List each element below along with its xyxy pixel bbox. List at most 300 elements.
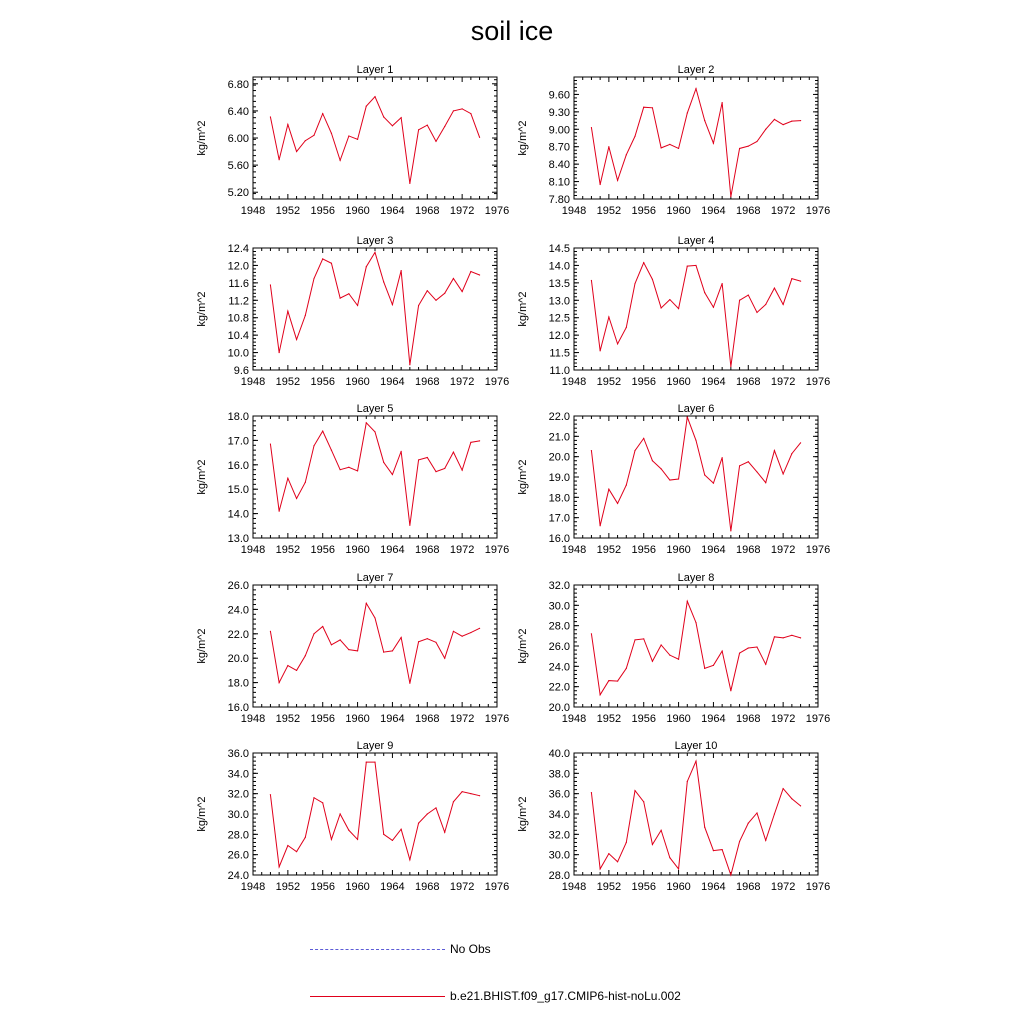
plot-area	[196, 740, 509, 893]
series-line	[270, 252, 479, 364]
data-point	[765, 664, 766, 665]
data-point	[608, 146, 609, 147]
data-point	[392, 840, 393, 841]
panel-title: Layer 6	[677, 403, 715, 415]
data-point	[617, 180, 618, 181]
data-point	[383, 281, 384, 282]
data-point	[418, 129, 419, 130]
y-tick-label: 22.0	[548, 681, 570, 694]
y-axis-label: kg/m^2	[517, 291, 529, 327]
data-point	[401, 637, 402, 638]
x-tick-label: 1972	[770, 713, 796, 725]
data-point	[617, 680, 618, 681]
x-tick-label: 1972	[449, 544, 475, 556]
chart-panel-layer-1	[183, 59, 537, 221]
data-point	[366, 266, 367, 267]
data-point	[591, 792, 592, 793]
legend-label: b.e21.BHIST.f09_g17.CMIP6-hist-noLu.002	[450, 989, 681, 1003]
x-tick-label: 1948	[561, 881, 587, 893]
data-point	[591, 450, 592, 451]
data-point	[634, 790, 635, 791]
data-point	[287, 124, 288, 125]
data-point	[444, 293, 445, 294]
x-tick-label: 1964	[380, 376, 405, 388]
data-point	[678, 659, 679, 660]
x-tick-label: 1968	[415, 205, 440, 217]
plot-frame	[253, 77, 497, 199]
data-point	[687, 781, 688, 782]
y-tick-label: 32.0	[227, 788, 249, 801]
data-point	[695, 622, 696, 623]
chart-panel-layer-2	[504, 59, 858, 221]
data-point	[401, 829, 402, 830]
data-point	[331, 839, 332, 840]
data-point	[270, 284, 271, 285]
x-tick-label: 1960	[345, 881, 370, 893]
data-point	[340, 469, 341, 470]
data-point	[626, 842, 627, 843]
data-point	[687, 266, 688, 267]
data-point	[643, 801, 644, 802]
y-tick-label: 10.4	[227, 330, 249, 343]
data-point	[652, 460, 653, 461]
data-point	[427, 813, 428, 814]
x-tick-label: 1960	[345, 713, 370, 725]
data-point	[479, 795, 480, 796]
data-point	[652, 661, 653, 662]
y-tick-label: 22.0	[548, 411, 570, 423]
data-point	[357, 139, 358, 140]
y-tick-label: 16.0	[548, 533, 570, 545]
data-point	[608, 489, 609, 490]
x-tick-label: 1948	[240, 205, 266, 217]
data-point	[374, 762, 375, 763]
data-point	[756, 646, 757, 647]
data-point	[427, 457, 428, 458]
data-point	[305, 315, 306, 316]
x-tick-label: 1972	[770, 544, 796, 556]
chart-panel-layer-3	[183, 230, 537, 392]
y-tick-label: 10.8	[227, 312, 249, 325]
y-tick-label: 9.6	[233, 365, 249, 377]
data-point	[669, 144, 670, 145]
data-point	[462, 108, 463, 109]
x-tick-label: 1948	[561, 205, 587, 217]
data-point	[704, 292, 705, 293]
data-point	[661, 307, 662, 308]
data-point	[331, 133, 332, 134]
panel-title: Layer 10	[674, 740, 718, 752]
data-point	[661, 644, 662, 645]
legend-swatch-dashed	[310, 949, 445, 950]
chart-panel-layer-7	[183, 567, 537, 729]
x-tick-label: 1956	[310, 205, 335, 217]
plot-frame	[253, 753, 497, 875]
y-tick-label: 20.0	[548, 451, 570, 464]
panel-title: Layer 2	[677, 64, 715, 76]
y-tick-label: 40.0	[548, 748, 570, 760]
y-tick-label: 13.0	[227, 533, 249, 545]
data-point	[756, 141, 757, 142]
data-point	[730, 196, 731, 197]
series-line	[591, 761, 800, 875]
y-tick-label: 18.0	[227, 411, 249, 423]
x-tick-label: 1968	[415, 713, 440, 725]
x-tick-label: 1968	[415, 376, 440, 388]
data-point	[296, 339, 297, 340]
plot-area	[196, 64, 509, 217]
x-tick-label: 1956	[310, 881, 335, 893]
series-line	[591, 263, 800, 367]
y-tick-label: 12.0	[227, 260, 249, 273]
x-tick-label: 1956	[631, 881, 656, 893]
data-point	[678, 148, 679, 149]
y-tick-label: 8.10	[548, 176, 570, 189]
data-point	[322, 802, 323, 803]
y-tick-label: 6.40	[227, 105, 249, 118]
y-tick-label: 20.0	[548, 702, 570, 714]
x-tick-label: 1976	[484, 881, 510, 893]
x-tick-label: 1952	[596, 881, 622, 893]
data-point	[374, 96, 375, 97]
data-point	[608, 316, 609, 317]
x-tick-label: 1964	[701, 544, 726, 556]
data-point	[279, 866, 280, 867]
y-tick-label: 26.0	[227, 580, 249, 592]
x-tick-label: 1960	[666, 544, 691, 556]
data-point	[730, 366, 731, 367]
data-point	[313, 633, 314, 634]
data-point	[392, 125, 393, 126]
x-tick-label: 1972	[449, 376, 475, 388]
y-axis-label: kg/m^2	[196, 628, 208, 664]
data-point	[357, 305, 358, 306]
data-point	[600, 694, 601, 695]
x-tick-label: 1956	[310, 376, 335, 388]
y-tick-label: 14.0	[548, 260, 570, 273]
x-tick-label: 1948	[240, 376, 266, 388]
x-tick-label: 1948	[561, 376, 587, 388]
y-tick-label: 9.30	[548, 106, 570, 119]
data-point	[591, 633, 592, 634]
x-tick-label: 1956	[310, 713, 335, 725]
panel-title: Layer 4	[677, 235, 715, 247]
y-tick-label: 13.0	[548, 295, 570, 308]
data-point	[756, 471, 757, 472]
data-point	[739, 300, 740, 301]
data-point	[652, 107, 653, 108]
plot-frame	[574, 416, 818, 538]
chart-svg	[183, 59, 537, 221]
x-tick-label: 1956	[631, 205, 656, 217]
plot-area	[517, 740, 830, 893]
data-point	[479, 137, 480, 138]
legend-swatch-solid	[310, 996, 445, 997]
plot-frame	[253, 416, 497, 538]
x-tick-label: 1968	[736, 544, 761, 556]
x-tick-label: 1964	[380, 881, 405, 893]
x-tick-label: 1968	[736, 205, 761, 217]
data-point	[392, 650, 393, 651]
data-point	[626, 327, 627, 328]
data-point	[765, 840, 766, 841]
data-point	[643, 107, 644, 108]
data-point	[357, 470, 358, 471]
data-point	[748, 146, 749, 147]
x-tick-label: 1964	[701, 376, 726, 388]
plot-frame	[253, 248, 497, 370]
data-point	[462, 636, 463, 637]
y-tick-label: 26.0	[548, 641, 570, 653]
data-point	[296, 851, 297, 852]
x-tick-label: 1964	[380, 205, 405, 217]
data-point	[409, 364, 410, 365]
y-axis-label: kg/m^2	[517, 628, 529, 664]
data-point	[357, 650, 358, 651]
y-tick-label: 9.60	[548, 89, 570, 102]
y-tick-label: 14.5	[548, 243, 570, 255]
series-line	[270, 603, 479, 683]
data-point	[748, 823, 749, 824]
data-point	[331, 450, 332, 451]
data-point	[695, 761, 696, 762]
data-point	[730, 874, 731, 875]
plot-area	[196, 403, 509, 556]
data-point	[748, 294, 749, 295]
data-point	[444, 468, 445, 469]
data-point	[462, 291, 463, 292]
x-tick-label: 1952	[596, 205, 622, 217]
chart-svg	[504, 567, 858, 729]
y-tick-label: 8.70	[548, 141, 570, 154]
x-tick-label: 1972	[770, 205, 796, 217]
x-tick-label: 1960	[666, 376, 691, 388]
data-point	[600, 868, 601, 869]
chart-svg	[183, 735, 537, 897]
y-axis-label: kg/m^2	[196, 796, 208, 832]
data-point	[774, 813, 775, 814]
y-tick-label: 16.0	[227, 459, 249, 472]
data-point	[722, 283, 723, 284]
data-point	[374, 431, 375, 432]
y-tick-label: 32.0	[548, 829, 570, 842]
data-point	[783, 637, 784, 638]
y-axis-label: kg/m^2	[517, 120, 529, 156]
data-point	[626, 154, 627, 155]
y-tick-label: 18.0	[548, 492, 570, 505]
x-tick-label: 1964	[701, 205, 726, 217]
y-tick-label: 28.0	[227, 829, 249, 842]
x-tick-label: 1972	[449, 205, 475, 217]
x-tick-label: 1952	[275, 881, 301, 893]
x-tick-label: 1956	[310, 544, 335, 556]
data-point	[348, 649, 349, 650]
data-point	[270, 116, 271, 117]
data-point	[435, 471, 436, 472]
data-point	[756, 812, 757, 813]
data-point	[765, 482, 766, 483]
data-point	[661, 468, 662, 469]
data-point	[617, 861, 618, 862]
data-point	[287, 311, 288, 312]
data-point	[704, 474, 705, 475]
legend-entry-no-obs	[310, 940, 810, 960]
data-point	[392, 474, 393, 475]
y-tick-label: 6.00	[227, 133, 249, 145]
y-tick-label: 12.4	[227, 243, 249, 255]
data-point	[774, 450, 775, 451]
y-tick-label: 14.0	[227, 508, 249, 521]
data-point	[678, 308, 679, 309]
x-tick-label: 1968	[415, 881, 440, 893]
y-tick-label: 24.0	[227, 604, 249, 617]
data-point	[600, 184, 601, 185]
data-point	[783, 304, 784, 305]
x-tick-label: 1972	[770, 881, 796, 893]
y-tick-label: 19.0	[548, 472, 570, 484]
data-point	[600, 350, 601, 351]
data-point	[435, 141, 436, 142]
y-tick-label: 5.60	[227, 160, 249, 173]
data-point	[427, 290, 428, 291]
data-point	[279, 352, 280, 353]
x-tick-label: 1956	[631, 376, 656, 388]
x-tick-label: 1968	[736, 376, 761, 388]
data-point	[739, 841, 740, 842]
y-tick-label: 20.0	[227, 653, 249, 666]
data-point	[444, 658, 445, 659]
data-point	[687, 601, 688, 602]
data-point	[270, 631, 271, 632]
data-point	[722, 102, 723, 103]
page-title: soil ice	[470, 16, 554, 46]
x-tick-label: 1964	[380, 544, 405, 556]
data-point	[608, 853, 609, 854]
data-point	[791, 453, 792, 454]
data-point	[722, 457, 723, 458]
x-tick-label: 1972	[449, 713, 475, 725]
plot-frame	[574, 77, 818, 199]
data-point	[366, 422, 367, 423]
y-axis-label: kg/m^2	[517, 796, 529, 832]
data-point	[313, 135, 314, 136]
data-point	[340, 639, 341, 640]
legend-label: No Obs	[450, 942, 491, 956]
x-tick-label: 1968	[736, 881, 761, 893]
y-tick-label: 12.0	[548, 330, 570, 343]
data-point	[479, 628, 480, 629]
data-point	[704, 827, 705, 828]
data-point	[722, 849, 723, 850]
series-line	[591, 417, 800, 531]
panel-title: Layer 3	[356, 235, 394, 247]
y-axis-label: kg/m^2	[517, 459, 529, 495]
chart-svg	[504, 230, 858, 392]
data-point	[348, 467, 349, 468]
data-point	[296, 498, 297, 499]
series-line	[591, 89, 800, 197]
data-point	[348, 135, 349, 136]
data-point	[774, 636, 775, 637]
plot-frame	[574, 585, 818, 707]
chart-panel-layer-4	[504, 230, 858, 392]
y-tick-label: 11.6	[228, 277, 249, 290]
data-point	[661, 147, 662, 148]
x-tick-label: 1960	[666, 713, 691, 725]
data-point	[366, 603, 367, 604]
data-point	[401, 117, 402, 118]
y-axis-label: kg/m^2	[196, 291, 208, 327]
data-point	[617, 503, 618, 504]
data-point	[287, 665, 288, 666]
x-tick-label: 1960	[345, 205, 370, 217]
data-point	[634, 283, 635, 284]
data-point	[322, 258, 323, 259]
data-point	[418, 459, 419, 460]
data-point	[669, 857, 670, 858]
data-point	[279, 159, 280, 160]
data-point	[713, 307, 714, 308]
panel-title: Layer 5	[356, 403, 394, 415]
series-line	[591, 601, 800, 695]
data-point	[462, 470, 463, 471]
plot-frame	[253, 585, 497, 707]
series-line	[270, 762, 479, 867]
data-point	[427, 125, 428, 126]
data-point	[643, 262, 644, 263]
x-tick-label: 1948	[561, 713, 587, 725]
data-point	[305, 655, 306, 656]
data-point	[296, 151, 297, 152]
x-tick-label: 1960	[345, 376, 370, 388]
y-tick-label: 30.0	[548, 600, 570, 613]
data-point	[470, 793, 471, 794]
x-tick-label: 1952	[275, 713, 301, 725]
data-point	[383, 116, 384, 117]
data-point	[453, 631, 454, 632]
data-point	[791, 121, 792, 122]
y-tick-label: 15.0	[227, 484, 249, 497]
y-tick-label: 38.0	[548, 768, 570, 781]
y-axis-label: kg/m^2	[196, 120, 208, 156]
data-point	[435, 300, 436, 301]
y-tick-label: 28.0	[548, 620, 570, 633]
x-tick-label: 1952	[596, 376, 622, 388]
data-point	[453, 452, 454, 453]
x-tick-label: 1976	[805, 713, 831, 725]
y-tick-label: 30.0	[548, 849, 570, 862]
x-tick-label: 1976	[484, 205, 510, 217]
legend-entry-model	[310, 987, 810, 1007]
x-tick-label: 1956	[631, 713, 656, 725]
data-point	[366, 762, 367, 763]
data-point	[340, 160, 341, 161]
data-point	[401, 451, 402, 452]
data-point	[626, 485, 627, 486]
data-point	[643, 638, 644, 639]
data-point	[479, 274, 480, 275]
data-point	[748, 461, 749, 462]
chart-svg	[504, 735, 858, 897]
data-point	[765, 304, 766, 305]
data-point	[626, 668, 627, 669]
data-point	[730, 690, 731, 691]
data-point	[435, 642, 436, 643]
plot-area	[196, 235, 509, 388]
y-tick-label: 7.80	[548, 194, 570, 206]
x-tick-label: 1960	[345, 544, 370, 556]
data-point	[453, 110, 454, 111]
